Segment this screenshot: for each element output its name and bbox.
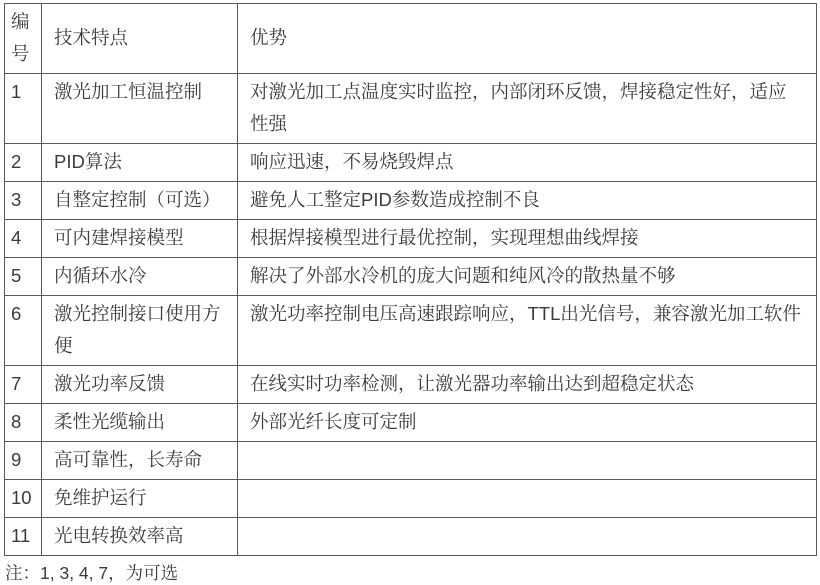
cell-feature: 可内建焊接模型: [42, 220, 238, 258]
cell-advantage: 响应迅速，不易烧毁焊点: [238, 144, 817, 182]
cell-advantage: [238, 442, 817, 480]
cell-number: 8: [5, 404, 42, 442]
table-row: [5, 74, 817, 144]
table-row: [5, 518, 817, 556]
cell-advantage: [238, 480, 817, 518]
cell-number: 2: [5, 144, 42, 182]
cell-number: 11: [5, 518, 42, 556]
cell-feature: 免维护运行: [42, 480, 238, 518]
cell-advantage: 激光功率控制电压高速跟踪响应，TTL出光信号，兼容激光加工软件: [238, 296, 817, 366]
table-row: [5, 296, 817, 366]
cell-feature: 高可靠性，长寿命: [42, 442, 238, 480]
column-header-feature: 技术特点: [42, 4, 238, 74]
column-header-advantage: 优势: [238, 4, 817, 74]
table-row: [5, 182, 817, 220]
cell-number: 9: [5, 442, 42, 480]
cell-number: 4: [5, 220, 42, 258]
cell-advantage: 外部光纤长度可定制: [238, 404, 817, 442]
cell-number: 1: [5, 74, 42, 144]
table-row: [5, 366, 817, 404]
table-row: [5, 480, 817, 518]
cell-number: 6: [5, 296, 42, 366]
cell-feature: 光电转换效率高: [42, 518, 238, 556]
table-row: [5, 404, 817, 442]
table-row: [5, 220, 817, 258]
features-table: [4, 3, 817, 556]
cell-advantage: 解决了外部水冷机的庞大问题和纯风冷的散热量不够: [238, 258, 817, 296]
cell-number: 3: [5, 182, 42, 220]
cell-advantage: 根据焊接模型进行最优控制，实现理想曲线焊接: [238, 220, 817, 258]
cell-feature: PID算法: [42, 144, 238, 182]
cell-feature: 激光功率反馈: [42, 366, 238, 404]
cell-advantage: 在线实时功率检测，让激光器功率输出达到超稳定状态: [238, 366, 817, 404]
table-row: [5, 144, 817, 182]
cell-feature: 自整定控制（可选）: [42, 182, 238, 220]
table-row: [5, 442, 817, 480]
cell-advantage: 避免人工整定PID参数造成控制不良: [238, 182, 817, 220]
column-header-number: 编号: [5, 4, 42, 74]
cell-advantage: [238, 518, 817, 556]
cell-feature: 柔性光缆输出: [42, 404, 238, 442]
cell-feature: 内循环水冷: [42, 258, 238, 296]
footnote: 注：1, 3, 4, 7，为可选: [5, 563, 179, 583]
header-row: [5, 4, 817, 74]
cell-advantage: 对激光加工点温度实时监控，内部闭环反馈，焊接稳定性好，适应性强: [238, 74, 817, 144]
table-body: [5, 74, 817, 556]
cell-feature: 激光控制接口使用方便: [42, 296, 238, 366]
cell-feature: 激光加工恒温控制: [42, 74, 238, 144]
table-row: [5, 258, 817, 296]
cell-number: 7: [5, 366, 42, 404]
cell-number: 5: [5, 258, 42, 296]
cell-number: 10: [5, 480, 42, 518]
